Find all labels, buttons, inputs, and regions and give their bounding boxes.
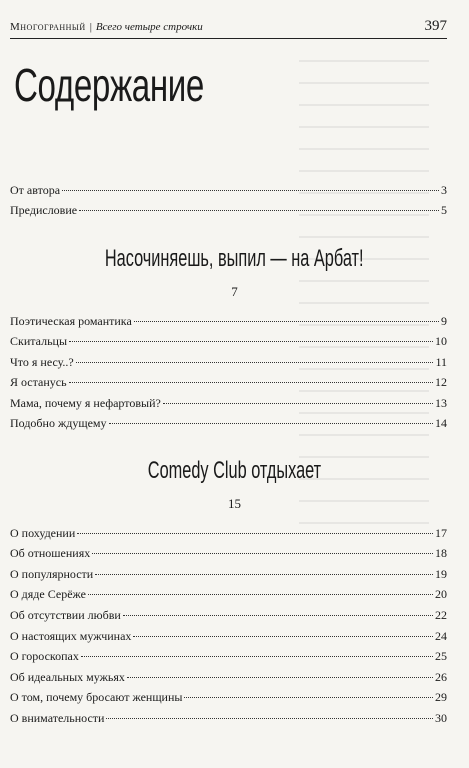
toc-entry-label: Подобно ждущему — [10, 416, 107, 430]
toc-entry-page: 5 — [441, 203, 447, 217]
toc-entry-page: 29 — [435, 690, 447, 704]
toc-entry-label: О настоящих мужчинах — [10, 629, 132, 643]
toc-entry-label: О гороскопах — [10, 649, 79, 663]
toc-entry-page: 12 — [435, 375, 447, 389]
running-head-left — [10, 21, 203, 33]
toc-entry-page: 22 — [435, 608, 447, 622]
section-title-text: Насочиняешь, выпил — на Арбат! — [105, 245, 364, 272]
toc-entry-page: 20 — [435, 587, 447, 601]
toc-entry-page: 26 — [435, 670, 447, 684]
toc-entry[interactable] — [10, 183, 447, 201]
dot-leader — [69, 341, 433, 342]
dot-leader — [95, 574, 433, 575]
toc-entry[interactable] — [10, 608, 447, 626]
contents-title: Содержание — [14, 59, 204, 111]
dot-leader — [88, 594, 433, 595]
toc-entry-page: 14 — [435, 416, 447, 430]
dot-leader — [133, 636, 433, 637]
toc-entry[interactable] — [10, 314, 447, 332]
page-number: 397 — [424, 18, 447, 34]
dot-leader — [163, 403, 433, 404]
toc-entry-label: О том, почему бросают женщины — [10, 690, 183, 704]
section-page: 15 — [228, 496, 241, 511]
toc-entry-page: 25 — [435, 649, 447, 663]
toc-entry[interactable] — [10, 587, 447, 605]
toc-entry[interactable] — [10, 649, 447, 667]
toc-entry-label: Об идеальных мужьях — [10, 670, 125, 684]
toc-entry[interactable] — [10, 526, 447, 544]
section-title[interactable] — [0, 245, 469, 273]
toc-entry-label: От автора — [10, 183, 61, 197]
toc-entry-page: 3 — [441, 183, 447, 197]
toc-entry-label: О дяде Серёже — [10, 587, 86, 601]
toc-entry-page: 18 — [435, 546, 447, 560]
dot-leader — [81, 656, 433, 657]
toc-entry[interactable] — [10, 546, 447, 564]
section-page: 7 — [231, 284, 238, 299]
toc-entry[interactable] — [10, 670, 447, 688]
dot-leader — [134, 321, 439, 322]
header-rule — [10, 38, 447, 39]
toc-entry[interactable] — [10, 416, 447, 434]
dot-leader — [106, 718, 433, 719]
running-head — [10, 18, 447, 36]
dot-leader — [92, 553, 433, 554]
dot-leader — [109, 423, 433, 424]
toc-entry-label: Предисловие — [10, 203, 78, 217]
dot-leader — [127, 677, 433, 678]
toc-entry[interactable] — [10, 629, 447, 647]
toc-entry-page: 9 — [441, 314, 447, 328]
toc-entry-label: Об отсутствии любви — [10, 608, 121, 622]
toc-entry-page: 17 — [435, 526, 447, 540]
toc-entry-label: Скитальцы — [10, 334, 68, 348]
toc-entry[interactable] — [10, 334, 447, 352]
dot-leader — [69, 382, 433, 383]
toc-entry-page: 10 — [435, 334, 447, 348]
toc-entry-label: Об отношениях — [10, 546, 91, 560]
toc-entry-label: Поэтическая романтика — [10, 314, 132, 328]
header-separator: | — [89, 21, 92, 33]
toc-entry-label: Мама, почему я нефартовый? — [10, 396, 161, 410]
dot-leader — [77, 533, 433, 534]
toc-entry-page: 24 — [435, 629, 447, 643]
toc-entry-page: 13 — [435, 396, 447, 410]
dot-leader — [184, 697, 433, 698]
toc-entry-label: О похудении — [10, 526, 76, 540]
toc-entry-page: 30 — [435, 711, 447, 725]
dot-leader — [123, 615, 433, 616]
toc-entry-label: Что я несу..? — [10, 355, 74, 369]
dot-leader — [62, 190, 439, 191]
book-title: Всего четыре строчки — [95, 21, 203, 33]
toc-entry[interactable] — [10, 567, 447, 585]
toc-entry-page: 19 — [435, 567, 447, 581]
section-title-text: Comedy Club отдыхает — [147, 457, 322, 484]
toc-entry[interactable] — [10, 203, 447, 221]
toc-entry-label: О популярности — [10, 567, 94, 581]
dot-leader — [79, 210, 439, 211]
toc-entry[interactable] — [10, 375, 447, 393]
toc-entry[interactable] — [10, 711, 447, 729]
toc-entry-label: О внимательности — [10, 711, 105, 725]
section-title[interactable] — [0, 457, 469, 485]
toc-entry[interactable] — [10, 690, 447, 708]
toc-entry-label: Я останусь — [10, 375, 67, 389]
author-name: Многогранный — [10, 21, 86, 33]
toc-entry[interactable] — [10, 396, 447, 414]
dot-leader — [76, 362, 434, 363]
toc-entry[interactable] — [10, 355, 447, 373]
toc-entry-page: 11 — [435, 355, 447, 369]
